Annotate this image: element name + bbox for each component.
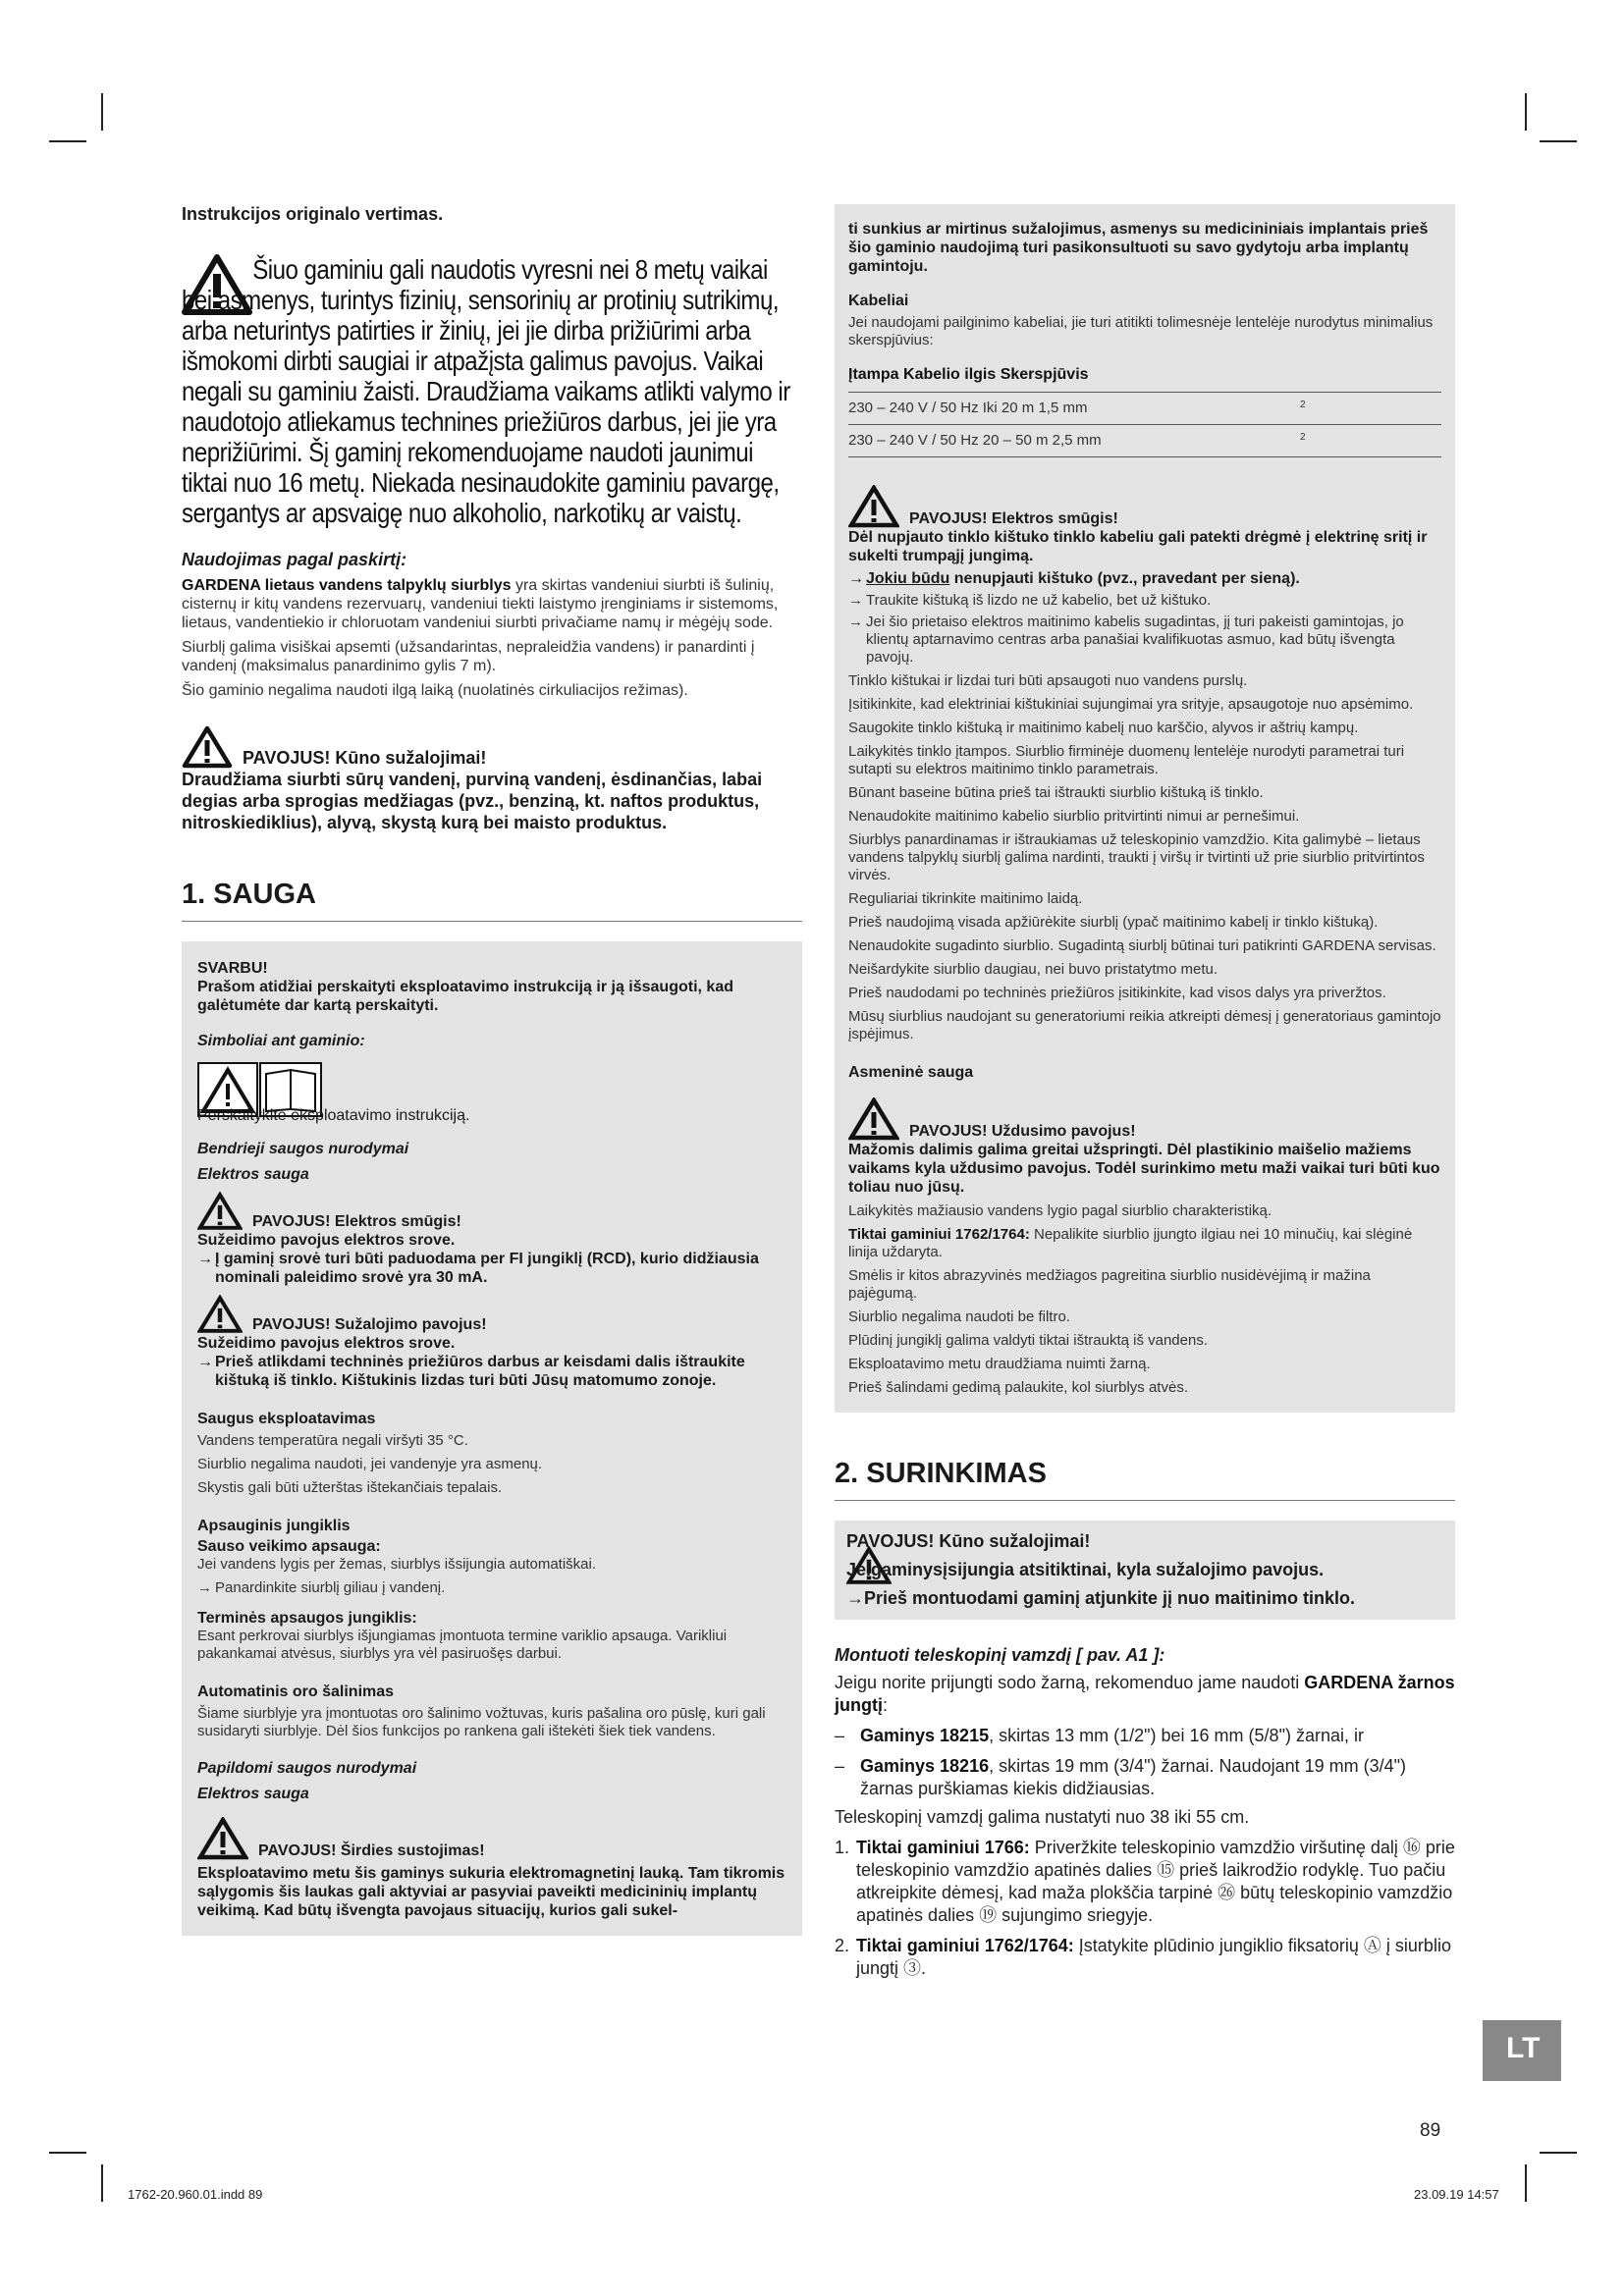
personal-1: Laikykitės mažiausio vandens lygio pagal siurblio charakteristiką. [848,1202,1272,1219]
important-label: SVARBU! [197,960,268,977]
dash-item-2-bold: Gaminys 18216 [860,1756,990,1776]
injury-danger-list [197,1353,786,1390]
right-paragraph-10: Nenaudokite sugadinto siurblio. Sugadintą siurblį būtinai turi patikrinti GARDENA servisas. [848,937,1436,954]
right-paragraph-12: Prieš naudodami po techninės priežiūros įsitikinkite, kad visos dalys yra priveržtos. [848,985,1386,1001]
choke-danger-header [848,1097,1441,1141]
personal-2-bold: Tiktai gaminiui 1762/1764: [848,1226,1030,1243]
dash-item-2 [835,1755,1455,1800]
dash-glyph: – [835,1756,845,1776]
dash-item-1-rest: , skirtas 13 mm (1/2") bei 16 mm (5/8") žarnai, ir [989,1726,1364,1745]
dry-run-text: Jei vandens lygis per žemas, siurblys išsijungia automatiškai. [197,1556,597,1573]
mount-text-bold: GARDENA žarnos jungtį [835,1673,1455,1715]
footer-right: 23.09.19 14:57 [1414,2187,1499,2202]
assembly-danger-box [835,1521,1455,1620]
right-paragraph-1: Tinklo kištukai ir lizdai turi būti apsaugoti nuo vandens purslų. [848,672,1248,689]
shock-danger-2-item-1 [848,569,1441,588]
safe-operation-3: Skystis gali būti užterštas ištekančiais tepalais. [197,1479,503,1496]
shock-danger-block [197,1192,786,1287]
right-paragraph-8: Reguliariai tikrinkite maitinimo laidą. [848,890,1083,907]
safety-box [182,941,802,1936]
cable-table-header: Įtampa Kabelio ilgis Skerspjūvis [848,359,1441,393]
right-paragraph-3: Saugokite tinklo kištuką ir maitinimo kabelį nuo karščio, alyvos ir aštrių kampų. [848,720,1359,736]
warning-triangle-icon [197,1295,243,1334]
telescopic-text: Teleskopinį vamzdį galima nustatyti nuo 38 iki 55 cm. [835,1807,1250,1827]
intro-warning-text: Šiuo gaminiu gali naudotis vyresni nei 8 metų vaikai bei asmenys, turintys fizinių, sensorinių ar protinių sutrikimų, arba neturintys patirties ir žinių, jei jie dirba prižiūrimi arba išmokomi dirbti saugiai ir atpažįsta galimus pavojus. Vaikai negali su gaminiu žaisti. Draudžiama vaikams atlikti valymo ir naudotojo atliekamus technines priežiūros darbus, jei jie yra neprižiūrimi. Šį gaminį rekomenduojame naudoti jaunimui tiktai nuo 16 metų. Niekada nesinaudokite gaminiu pavargę, sergantys ar apsvaigę nuo alkoholio, narkotikų ar vaistų. [182,254,790,528]
step-2-rest: Įstatykite plūdinio jungiklio fiksatorių Ⓐ į siurblio jungtį ③. [856,1936,1451,1978]
crop-mark [101,93,103,131]
shock-danger-header [197,1192,786,1231]
usage-heading: Naudojimas pagal paskirtį: [182,550,407,569]
crop-mark [1525,93,1527,131]
step-number: 2. [835,1936,850,1955]
extra-safety-heading: Papildomi saugos nurodymai [197,1760,417,1777]
intro-warning-block [182,254,802,528]
assembly-danger-list [846,1587,1439,1610]
heart-danger-block [197,1817,786,1920]
right-paragraph-2: Įsitikinkite, kad elektriniai kištukiniai sujungimai yra srityje, apsaugotoje nuo apsėmimo. [848,696,1414,713]
personal-2-rest: Nepalikite siurblio įjungto ilgiau nei 10 minučių, kai slėginė linija uždaryta. [848,1226,1413,1260]
general-safety-heading: Bendrieji saugos nurodymai [197,1141,409,1157]
shock-danger-2-list [848,569,1441,667]
usage-product-name: GARDENA lietaus vandens talpyklų siurblys [182,577,512,594]
personal-6: Eksploatavimo metu draudžiama nuimti žarną. [848,1356,1151,1372]
dash-item-1 [835,1725,1455,1747]
assembly-danger-title: PAVOJUS! Kūno sužalojimai! [846,1531,1091,1551]
injury-danger-title: PAVOJUS! Sužalojimo pavojus! [252,1316,487,1333]
language-tab [1483,2020,1561,2081]
shock-danger-2-title: PAVOJUS! Elektros smūgis! [909,510,1118,527]
personal-safety-heading: Asmeninė sauga [848,1064,974,1081]
assembly-danger-item: → Prieš montuodami gaminį atjunkite jį nuo maitinimo tinklo. [846,1587,1439,1610]
step-2 [835,1935,1455,1980]
shock-danger-sub: Sužeidimo pavojus elektros srove. [197,1232,456,1249]
personal-5: Plūdinį jungiklį galima valdyti tiktai ištrauktą iš vandens. [848,1332,1209,1349]
step-number: 1. [835,1838,850,1857]
shock-danger-2-block [848,485,1441,667]
right-paragraph-5: Būnant baseine būtina prieš tai ištraukti siurblio kištuką iš tinklo. [848,784,1264,801]
usage-danger-title: PAVOJUS! Kūno sužalojimai! [243,748,487,768]
dry-run-item: → Panardinkite siurblį giliau į vandenį. [197,1579,786,1597]
heart-danger-title: PAVOJUS! Širdies sustojimas! [258,1842,485,1859]
injury-danger-item: → Prieš atlikdami techninės priežiūros darbus ar keisdami dalis ištraukite kištuką iš tinklo. Kištukinis lizdas turi būti Jūsų matomumo zonoje. [197,1353,786,1390]
usage-danger-header [182,725,802,769]
electric-safety-heading: Elektros sauga [197,1166,309,1183]
right-paragraph-7: Siurblys panardinamas ir ištraukiamas už teleskopinio vamzdžio. Kita galimybė – lietaus vandens talpyklų siurblį galima nardinti, traukti į viršų ir tvirtinti už prie siurblio pritvirtintos virvės. [848,831,1425,883]
cables-text: Jei naudojami pailginimo kabeliai, jie turi atitikti tolimesnėje lentelėje nurodytus minimalius skerspjūvius: [848,314,1434,348]
shock-danger-2-header [848,485,1441,528]
usage-danger-text: Draudžiama siurbti sūrų vandenį, purviną vandenį, ėsdinančias, labai degias arba sprogias medžiagas (pvz., benziną, kt. naftos produktus, nitroskiediklius), alyvą, skystą kurą bei maisto produktus. [182,770,763,832]
air-removal-text: Šiame siurblyje yra įmontuotas oro šalinimo vožtuvas, kuris pašalina oro pūslę, kuri gali susidaryti siurblyje. Dėl šios funkcijos po rankena gali ištekėti šiek tiek vandens. [197,1705,766,1739]
cable-row-2: 230 – 240 V / 50 Hz 20 – 50 m 2,5 mm [848,425,1300,457]
shock-danger-item: → Į gaminį srovė turi būti paduodama per FI jungiklį (RCD), kurio didžiausia nominali paleidimo srovė yra 30 mA. [197,1250,786,1287]
personal-4: Siurblio negalima naudoti be filtro. [848,1308,1070,1325]
mount-text-2: : [882,1695,888,1715]
thermal-text: Esant perkrovai siurblys išjungiamas įmontuota termine variklio apsauga. Varikliui pakankamai atvėsus, siurblys yra vėl pasiruošęs darbui. [197,1628,728,1662]
step-2-bold: Tiktai gaminiui 1762/1764: [856,1936,1074,1955]
warning-triangle-icon [182,725,233,769]
choke-danger-title: PAVOJUS! Uždusimo pavojus! [909,1123,1136,1140]
footer-left: 1762-20.960.01.indd 89 [128,2187,263,2202]
assembly-danger-text: Jeigaminysįsijungia atsitiktinai, kyla sužalojimo pavojus. [846,1560,1325,1579]
crop-mark [1525,2164,1527,2202]
right-paragraph-13: Mūsų siurblius naudojant su generatoriumi reikia atkreipti dėmesį į generatoriaus gamintojo įspėjimus. [848,1008,1441,1042]
table-row [848,393,1441,425]
heart-danger-text: Eksploatavimo metu šis gaminys sukuria elektromagnetinį lauką. Tam tikromis sąlygomis šis laukas gali aktyviai ar pasyviai paveikti medicininių implantų veikimą. Kad būtų išvengta pavojaus situacijų, kurios gali sukel- [197,1865,785,1919]
symbols-caption: Perskaitykite eksploatavimo instrukciją. [197,1107,470,1124]
warning-triangle-icon [848,485,899,528]
usage-paragraph-2: Siurblį galima visiškai apsemti (užsandarintas, nepraleidžia vandens) ir panardinti į vandenį (maksimalus panardinimo gylis 7 m). [182,639,755,674]
air-removal-heading: Automatinis oro šalinimas [197,1683,395,1700]
crop-mark [101,2164,103,2202]
important-text: Prašom atidžiai perskaityti eksploatavimo instrukciją ir ją išsaugoti, kad galėtumėte dar kartą perskaityti. [197,979,733,1014]
cables-heading: Kabeliai [848,293,909,309]
dry-run-list [197,1579,786,1597]
crop-mark [49,140,86,142]
shock-danger-2-item-2: → Traukite kištuką iš lizdo ne už kabelio, bet už kištuko. [848,592,1441,610]
cable-row-2-sup: 2 [1300,425,1441,457]
personal-2 [848,1226,1441,1261]
language-tab-label: LT [1506,2032,1541,2064]
crop-mark [1540,2152,1577,2154]
usage-paragraph-3: Šio gaminio negalima naudoti ilgą laiką (nuolatinės cirkuliacijos režimas). [182,682,688,699]
shock-danger-2-item-3: → Jei šio prietaiso elektros maitinimo kabelis sugadintas, jį turi pakeisti gamintojas, jo klientų aptarnavimo centras arba panašiai kvalifikuotas asmuo, kad būtų išvengta pavojų. [848,614,1441,667]
cable-table [848,359,1441,457]
personal-3: Smėlis ir kitos abrazyvinės medžiagos pagreitina siurblio nusidėvėjimą ir mažina pajėgumą. [848,1267,1371,1302]
cable-row-1-sup: 2 [1300,393,1441,425]
step-1-rest: Priveržkite teleskopinio vamzdžio viršutinę dalį ⑯ prie teleskopinio vamzdžio apatinės dalies ⑮ prieš laikrodžio rodyklę. Tuo pačiu atkreipkite dėmesį, kad maža plokščia tarpinė ㉖ būtų teleskopinio vamzdžio apatinės dalies ⑲ sujungimo sriegyje. [856,1838,1455,1925]
choke-danger-text: Mažomis dalimis galima greitai užspringti. Dėl plastikinio maišelio mažiems vaikams kyla uždusimo pavojus. Todėl surinkimo metu maži vaikai turi būti kuo toliau nuo jūsų. [848,1142,1440,1196]
choke-danger-block [848,1097,1441,1197]
item-rest: nenupjauti kištuko (pvz., pravedant per sieną). [949,570,1300,587]
right-paragraph-11: Neišardykite siurblio daugiau, nei buvo pristatytmo metu. [848,961,1218,978]
warning-triangle-icon [848,1097,899,1141]
usage-danger-block [182,725,802,833]
section-2-title: 2. SURINKIMAS [835,1458,1455,1501]
usage-paragraph-1 [182,576,802,632]
warning-triangle-icon [197,1817,248,1860]
safe-operation-heading: Saugus eksploatavimas [197,1411,376,1427]
crop-mark [1540,140,1577,142]
extra-electric-heading: Elektros sauga [197,1786,309,1802]
right-column [835,204,1455,1980]
injury-danger-header [197,1295,786,1334]
dash-item-1-bold: Gaminys 18215 [860,1726,990,1745]
warning-triangle-icon [197,1192,243,1231]
right-paragraph-9: Prieš naudojimą visada apžiūrėkite siurblį (ypač maitinimo kabelį ir tinklo kištuką). [848,914,1379,931]
underlined-phrase: Jokiu būdu [866,570,950,587]
symbols-heading: Simboliai ant gaminio: [197,1033,365,1049]
safe-operation-2: Siurblio negalima naudoti, jei vandenyje yra asmenų. [197,1456,543,1472]
dash-glyph: – [835,1726,845,1745]
safe-operation-1: Vandens temperatūra negali viršyti 35 °C. [197,1432,468,1449]
left-column [182,204,802,1936]
shock-danger-title: PAVOJUS! Elektros smūgis! [252,1213,461,1230]
header-title: Instrukcijos originalo vertimas. [182,204,444,224]
usage-paragraph-1-rest: yra skirtas vandeniui siurbti iš šulinių, cisternų ir kitų vandens rezervuarų, vandeniui tiekti laistymo įrenginiams ir sistemoms, lietaus, vandentiekio ir chloruotam vandeniui siurbti privačiame namų ir mėgėjų sode. [182,577,779,631]
step-1-bold: Tiktai gaminiui 1766: [856,1838,1030,1857]
thermal-heading: Terminės apsaugos jungiklis: [197,1610,417,1627]
dash-item-2-rest: , skirtas 19 mm (3/4") žarnai. Naudojant 19 mm (3/4") žarnas purškiamas kiekis didžiausias. [860,1756,1407,1798]
mount-text-1: Jeigu norite prijungti sodo žarną, rekomenduo jame naudoti [835,1673,1305,1692]
shock-danger-list [197,1250,786,1287]
section-1-title: 1. SAUGA [182,879,802,922]
implant-continued-text: ti sunkius ar mirtinus sužalojimus, asmenys su medicininiais implantais prieš šio gaminio naudojimą turi pasikonsultuoti su savo gydytoju arba implantų gamintoju. [848,221,1429,275]
cable-row-1: 230 – 240 V / 50 Hz Iki 20 m 1,5 mm [848,393,1300,425]
personal-7: Prieš šalindami gedimą palaukite, kol siurblys atvės. [848,1379,1188,1396]
mount-heading: Montuoti teleskopinį vamzdį [ pav. A1 ]: [835,1645,1165,1665]
table-row [848,425,1441,457]
dry-run-heading: Sauso veikimo apsauga: [197,1538,381,1555]
right-paragraph-6: Nenaudokite maitinimo kabelio siurblio pritvirtinti nimui ar pernešimui. [848,808,1300,825]
step-1 [835,1837,1455,1927]
safety-box-continued [835,204,1455,1413]
injury-danger-block [197,1295,786,1390]
right-paragraph-4: Laikykitės tinklo įtampos. Siurblio firminėje duomenų lentelėje nurodyti parametrai turi sutapti su elektros maitinimo tinklo parametrais. [848,743,1405,777]
mount-text [835,1672,1455,1717]
crop-mark [49,2152,86,2154]
heart-danger-header [197,1817,786,1860]
switch-heading: Apsauginis jungiklis [197,1518,351,1534]
shock-danger-2-text: Dėl nupjauto tinklo kištuko tinklo kabeliu gali patekti drėgmė į elektrinę sritį ir sukelti trumpąjį jungimą. [848,529,1428,564]
injury-danger-sub: Sužeidimo pavojus elektros srove. [197,1335,456,1352]
page-number: 89 [1420,2120,1441,2141]
